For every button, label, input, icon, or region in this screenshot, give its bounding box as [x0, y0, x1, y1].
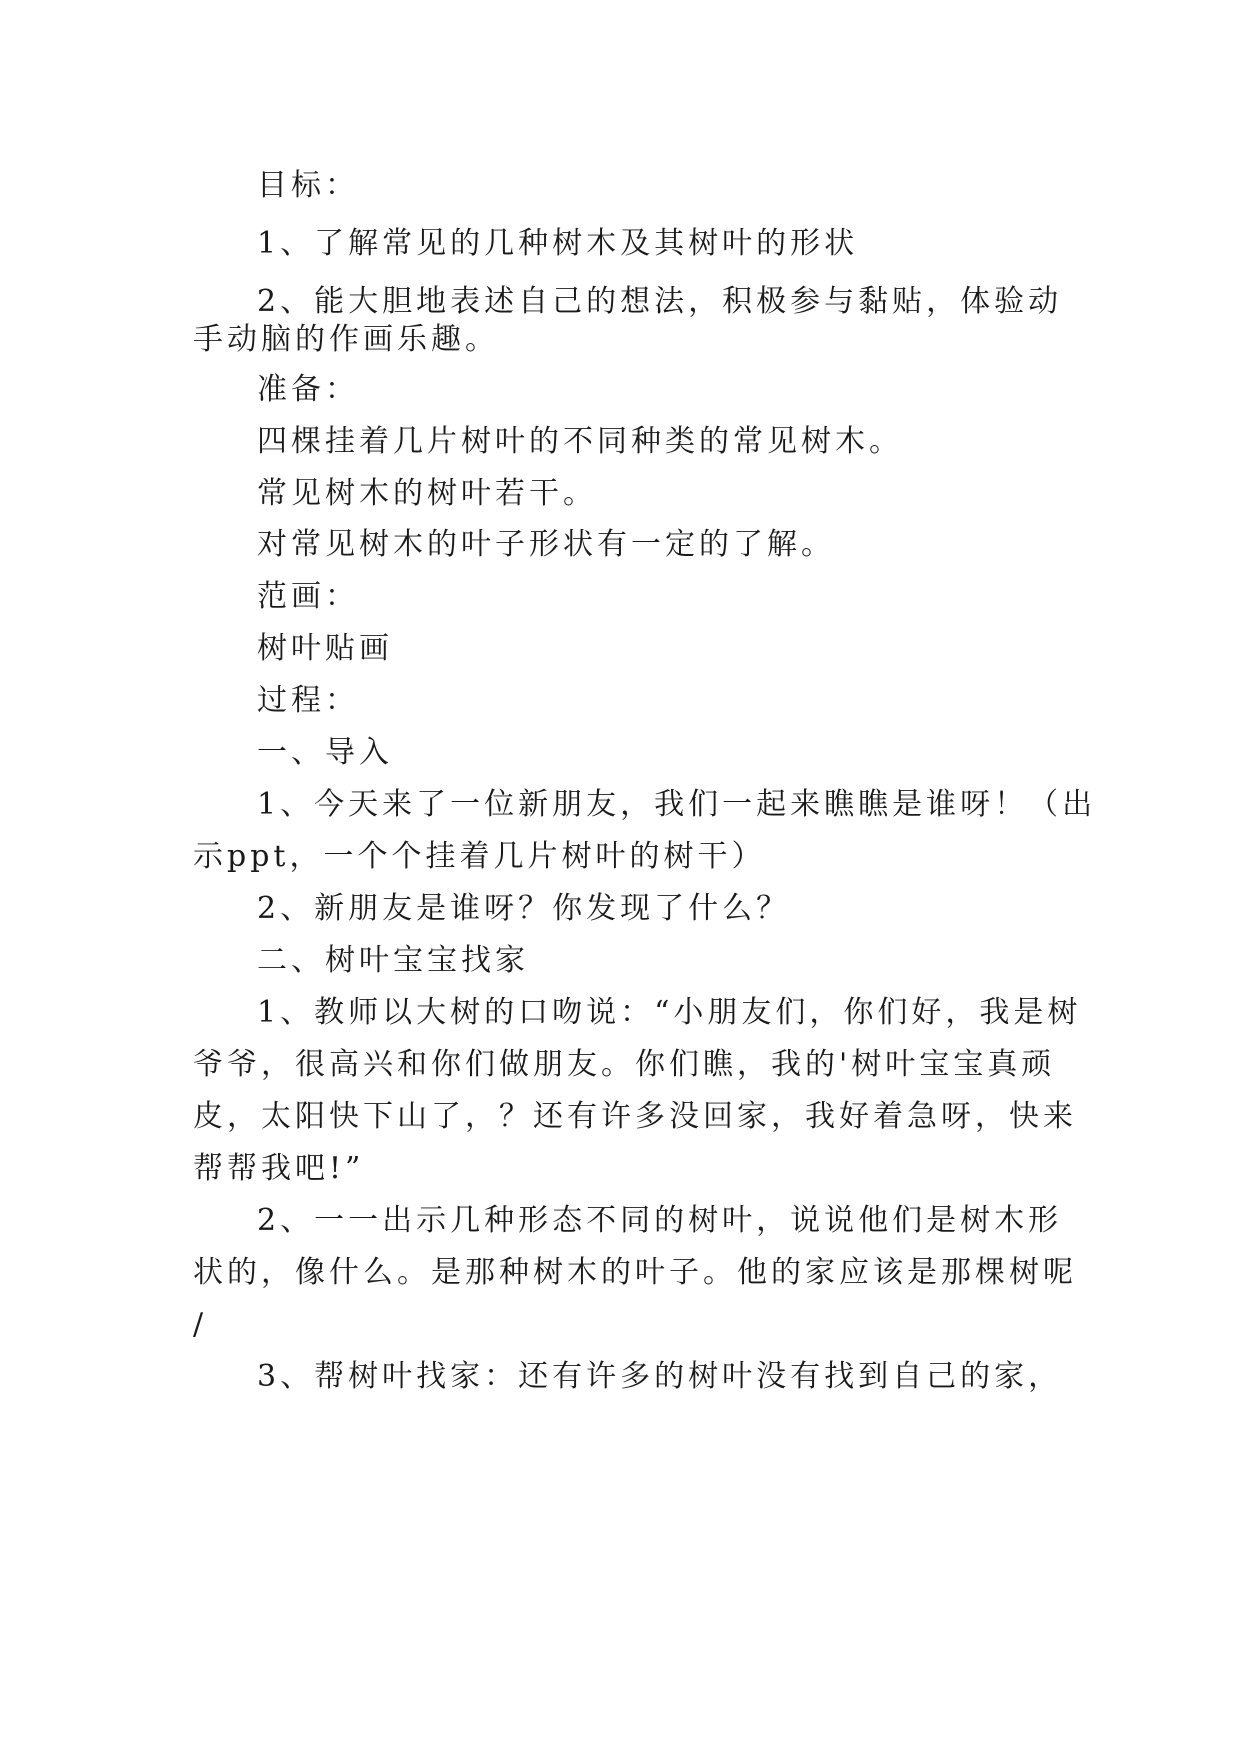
goal-item-2-line-1: 2、能大胆地表述自己的想法，积极参与黏贴，体验动 [257, 284, 1063, 319]
find-home-step-1-line-1: 1、教师以大树的口吻说：“小朋友们，你们好，我是树 [257, 995, 1082, 1030]
find-home-step-1-line-4: 帮帮我吧!” [193, 1151, 365, 1186]
section-find-home: 二、树叶宝宝找家 [257, 943, 529, 978]
find-home-step-1-line-3: 皮，太阳快下山了，？还有许多没回家，我好着急呀，快来 [193, 1099, 1077, 1134]
find-home-step-3: 3、帮树叶找家：还有许多的树叶没有找到自己的家， [257, 1359, 1063, 1394]
preparation-item-1: 四棵挂着几片树叶的不同种类的常见树木。 [257, 424, 903, 459]
intro-step-1-line-1: 1、今天来了一位新朋友，我们一起来瞧瞧是谁呀！（出 [257, 787, 1097, 822]
goal-item-1: 1、了解常见的几种树木及其树叶的形状 [257, 226, 859, 261]
heading-goal: 目标： [257, 168, 359, 203]
intro-step-1-line-2: 示ppt，一个个挂着几片树叶的树干） [193, 839, 766, 874]
preparation-item-3: 对常见树木的叶子形状有一定的了解。 [257, 527, 835, 562]
heading-preparation: 准备： [257, 372, 359, 407]
preparation-item-2: 常见树木的树叶若干。 [257, 476, 597, 511]
find-home-step-2-line-1: 2、一一出示几种形态不同的树叶，说说他们是树木形 [257, 1203, 1063, 1238]
heading-process: 过程： [257, 683, 359, 718]
find-home-step-2-line-3: / [193, 1307, 208, 1342]
find-home-step-1-line-2: 爷爷，很高兴和你们做朋友。你们瞧，我的'树叶宝宝真顽 [193, 1047, 1056, 1082]
heading-sample: 范画： [257, 579, 359, 614]
section-intro: 一、导入 [257, 735, 393, 770]
find-home-step-2-line-2: 状的，像什么。是那种树木的叶子。他的家应该是那棵树呢 [193, 1255, 1077, 1290]
goal-item-2-line-2: 手动脑的作画乐趣。 [193, 322, 499, 357]
intro-step-2: 2、新朋友是谁呀？你发现了什么？ [257, 891, 791, 926]
sample-item: 树叶贴画 [257, 631, 393, 666]
